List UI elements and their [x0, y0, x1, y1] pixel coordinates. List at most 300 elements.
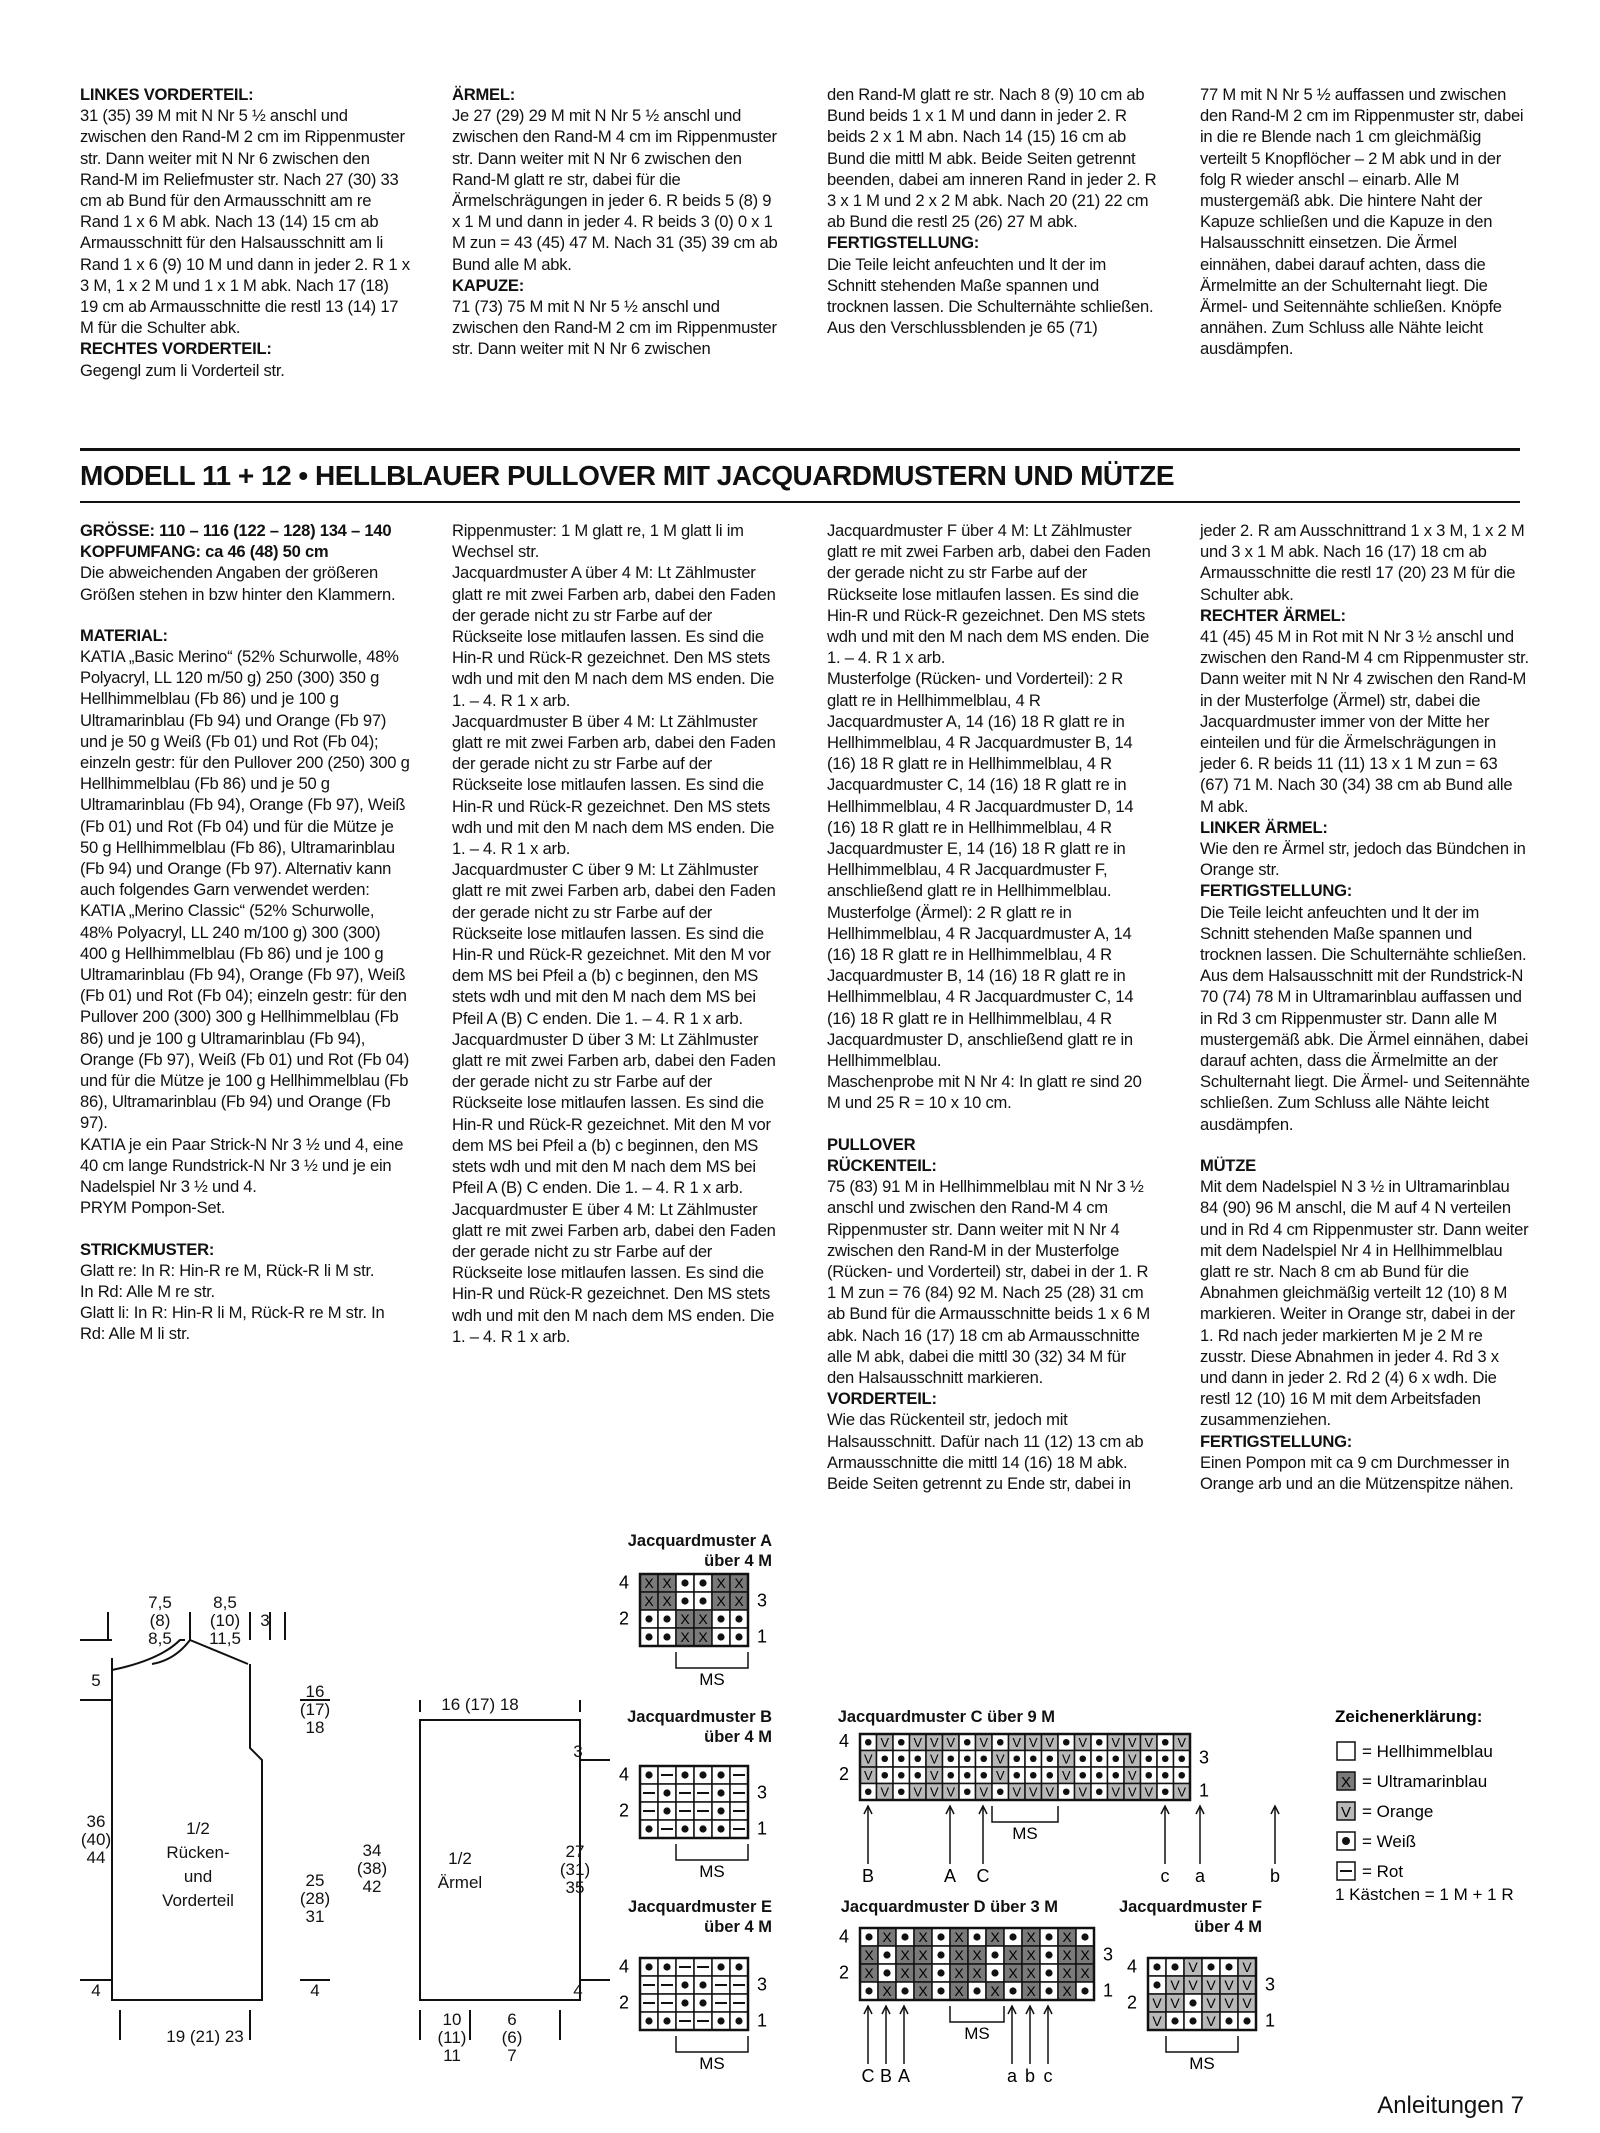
cell-symbol: V: [1127, 1734, 1137, 1750]
cell-symbol: X: [1062, 1965, 1072, 1982]
row-number: 3: [756, 1974, 768, 1995]
row-number: 4: [1126, 1956, 1138, 1977]
dot-symbol: [937, 1933, 944, 1940]
dot-symbol: [964, 1788, 971, 1795]
paragraph: Die Teile leicht anfeuchten und lt der im Schnitt stehenden Maße spannen und trocknen lassen. Die Schulternähte schließen. Aus dem Halsausschnitt mit der Rundstrick-N 70 (74) 78 M in Ultramarinblau auffassen und in Rd 3 cm Rippenmuster str. Dann alle M mustergemäß abk. Die Ärmel einnähen, dabei darauf achten, dass die Ärmelmitte an der Schulternaht liegt. Die Ärmel- und Seitennähte schließen. Zum Schluss alle Nähte leicht ausdämpfen.: [1200, 902, 1530, 1134]
cell-symbol: X: [918, 1983, 928, 2000]
section-heading: FERTIGSTELLUNG:: [1200, 881, 1353, 901]
cell-symbol: V: [1242, 1977, 1252, 1994]
cell-symbol: V: [929, 1784, 939, 1800]
dot-symbol: [699, 1771, 706, 1778]
dot-symbol: [1013, 1755, 1020, 1762]
paragraph: Musterfolge (Ärmel): 2 R glatt re in Hellhimmelblau, 4 R Jacquardmuster A, 14 (16) 18 R glatt re in Hellhimmelblau, 4 R Jacquardmuster B, 14 (16) 18 R glatt re in Hellhimmelblau, 4 R Jacquardmuster C, 14 (16) 18 R glatt re in Hellhimmelblau, 4 R Jacquardmuster D, anschließend glatt re in Hellhimmelblau.: [827, 902, 1134, 1071]
row-number: 4: [618, 1956, 630, 1977]
paragraph: Jacquardmuster D über 3 M: Lt Zählmuster glatt re mit zwei Farben arb, dabei den Faden der gerade nicht zu str Farbe auf der Rückseite lose mitlaufen lassen. Es sind die Hin-R und Rück-R gezeichnet. Mit den M vor dem MS bei Pfeil a (b) c beginnen, den MS stets wdh und mit den M nach dem MS bei Pfeil A (B) C enden. Die 1. – 4. R 1 x arb.: [452, 1029, 776, 1198]
paragraph: Wie das Rückenteil str, jedoch mit Halsausschnitt. Dafür nach 11 (12) 13 cm ab Armausschnitte die mittl 14 (16) 18 M abk. Beide Seiten getrennt zu Ende str, dabei in: [827, 1410, 1144, 1493]
dot-symbol: [1063, 1788, 1070, 1795]
dot-symbol: [1171, 2017, 1178, 2024]
schem-w2-2: 11,5: [209, 1629, 241, 1648]
dot-symbol: [645, 2017, 652, 2024]
ms-label: MS: [964, 2024, 990, 2043]
row-number: 1: [1102, 1980, 1114, 2001]
dot-symbol: [735, 2017, 742, 2024]
schem-s3: 3: [573, 1742, 583, 1761]
dot-symbol: [681, 1825, 688, 1832]
legend-label: = Hellhimmelblau: [1362, 1742, 1493, 1761]
dot-symbol: [681, 1981, 688, 1988]
dot-symbol: [645, 1963, 652, 1970]
schem-w1-0: 7,5: [148, 1593, 172, 1612]
dot-symbol: [663, 1633, 670, 1640]
cell-symbol: V: [1028, 1734, 1038, 1750]
dot-symbol: [1046, 1755, 1053, 1762]
schem-w2-1: (10): [209, 1611, 241, 1630]
legend-swatch: [1337, 1742, 1355, 1760]
cell-symbol: V: [1206, 1977, 1216, 1994]
cell-symbol: V: [995, 1751, 1005, 1767]
dot-symbol: [991, 1951, 998, 1958]
dot-symbol: [681, 1579, 688, 1586]
schem-h16-2: 18: [305, 1718, 325, 1737]
dot-symbol: [699, 1597, 706, 1604]
cell-symbol: V: [946, 1734, 956, 1750]
arrow-label: c: [1160, 1866, 1170, 1886]
dot-symbol: [717, 1633, 724, 1640]
row-number: 4: [838, 1731, 850, 1752]
chart-a-grid: [619, 1572, 767, 1689]
dot-symbol: [1162, 1788, 1169, 1795]
dot-symbol: [1081, 1987, 1088, 1994]
chart-d-grid: [839, 1926, 1113, 2043]
dot-symbol: [645, 1825, 652, 1832]
dot-symbol: [1096, 1788, 1103, 1795]
dot-symbol: [947, 1772, 954, 1779]
cell-symbol: X: [954, 1983, 964, 2000]
dot-symbol: [717, 1615, 724, 1622]
cell-symbol: V: [1188, 1977, 1198, 1994]
schem-h34-2: 42: [362, 1877, 382, 1896]
cell-symbol: V: [1028, 1784, 1038, 1800]
schem-body-label-2: und: [183, 1867, 213, 1886]
chart-e-title-2: über 4 M: [704, 1918, 772, 1936]
schem-b4a: 4: [91, 1981, 101, 2000]
paragraph: Jacquardmuster C über 9 M: Lt Zählmuster glatt re mit zwei Farben arb, dabei den Faden der gerade nicht zu str Farbe auf der Rückseite lose mitlaufen lassen. Es sind die Hin-R und Rück-R gezeichnet. Mit den M vor dem MS bei Pfeil a (b) c beginnen, den MS stets wdh und mit den M nach dem MS bei Pfeil A (B) C enden. Die 1. – 4. R 1 x arb.: [452, 860, 776, 1028]
legend-symbol: X: [1340, 1774, 1352, 1791]
cell-symbol: X: [1026, 1947, 1036, 1964]
paragraph: Je 27 (29) 29 M mit N Nr 5 ½ anschl und zwischen den Rand-M 4 cm im Rippenmuster str. Dann weiter mit N Nr 6 zwischen den Rand-M glatt re str, dabei für die Ärmelschrägungen in jeder 6. R beids 5 (8) 9 x 1 M und dann in jeder 4. R beids 3 (0) 0 x 1 M zun = 43 (45) 47 M. Nach 31 (35) 39 cm ab Bund alle M abk.: [452, 106, 778, 274]
paragraph: den Rand-M glatt re str. Nach 8 (9) 10 cm ab Bund beids 1 x 1 M und dann in jeder 2. R beids 2 x 1 M abn. Nach 14 (15) 16 cm ab Bund die mittl M abk. Beide Seiten getrennt beenden, dabei am inneren Rand in jeder 2. R 3 x 1 M und 2 x 2 M abk. Nach 20 (21) 22 cm ab Bund die restl 25 (26) 27 M abk.: [827, 85, 1157, 232]
row-number: 2: [1126, 1992, 1138, 2013]
paragraph: KATIA „Merino Classic“ (52% Schurwolle, 48% Polyacryl, LL 240 m/100 g) 300 (300) 400 g Hellhimmelblau (Fb 86) und je 100 g Ultramarinblau (Fb 94), Orange (Fb 97), Weiß (Fb 01) und Rot (Fb 04); einzeln gestr: für den Pullover 200 (300) 300 g Hellhimmelblau (Fb 86) und je 100 g Ultramarinblau (Fb 94), Orange (Fb 97), Weiß (Fb 01) und Rot (Fb 04) und für die Mütze je 100 g Hellhimmelblau (Fb 86), Ultramarinblau (Fb 94) und Orange (Fb 97).: [80, 901, 409, 1133]
dot-symbol: [997, 1788, 1004, 1795]
schem-w1-2: 8,5: [148, 1629, 172, 1648]
schem-h25-0: 25: [305, 1871, 325, 1890]
dot-symbol: [663, 1963, 670, 1970]
cell-symbol: X: [662, 1575, 672, 1592]
ms-label: MS: [699, 2054, 725, 2073]
dot-symbol: [937, 1987, 944, 1994]
legend-label: = Rot: [1362, 1862, 1404, 1881]
cell-symbol: V: [929, 1751, 939, 1767]
ms-label: MS: [1189, 2054, 1215, 2073]
schem-h27-1: (31): [559, 1860, 591, 1879]
row-number: 3: [1264, 1974, 1276, 1995]
dot-symbol: [1030, 1755, 1037, 1762]
cell-symbol: V: [1127, 1784, 1137, 1800]
dot-symbol: [645, 1771, 652, 1778]
dot-symbol: [980, 1772, 987, 1779]
section-heading: FERTIGSTELLUNG:: [1200, 1431, 1353, 1451]
dot-symbol: [1112, 1772, 1119, 1779]
chart-c-title: Jacquardmuster C über 9 M: [837, 1708, 1055, 1726]
cell-symbol: V: [1012, 1784, 1022, 1800]
schem-h16-0: 16: [305, 1682, 325, 1701]
cell-symbol: X: [882, 1983, 892, 2000]
dot-symbol: [717, 1825, 724, 1832]
dot-symbol: [947, 1755, 954, 1762]
schem-sb1-0: 10: [442, 2010, 462, 2029]
cell-symbol: V: [913, 1734, 923, 1750]
cell-symbol: X: [716, 1593, 726, 1610]
ms-bracket: [1166, 2036, 1238, 2052]
section-heading: ÄRMEL:: [452, 85, 516, 104]
row-number: 1: [1264, 2010, 1276, 2031]
dot-symbol: [1162, 1772, 1169, 1779]
cell-symbol: X: [680, 1629, 690, 1646]
cell-symbol: X: [990, 1929, 1000, 1946]
cell-symbol: V: [1061, 1767, 1071, 1783]
dot-symbol: [1189, 2017, 1196, 2024]
paragraph: Jacquardmuster B über 4 M: Lt Zählmuster glatt re mit zwei Farben arb, dabei den Faden der gerade nicht zu str Farbe auf der Rückseite lose mitlaufen lassen. Es sind die Hin-R und Rück-R gezeichnet. Den MS stets wdh und mit den M nach dem MS enden. Die 1. – 4. R 1 x arb.: [452, 711, 776, 859]
cell-symbol: V: [979, 1784, 989, 1800]
chart-e-title-1: Jacquardmuster E: [628, 1898, 772, 1916]
dot-symbol: [901, 1987, 908, 1994]
cell-symbol: V: [1127, 1767, 1137, 1783]
section-heading: MATERIAL:: [80, 625, 168, 645]
paragraph: Wie den re Ärmel str, jedoch das Bündchen in Orange str.: [1200, 839, 1526, 880]
cell-symbol: X: [644, 1575, 654, 1592]
dot-symbol: [1045, 1951, 1052, 1958]
schem-w3: 3: [260, 1611, 270, 1630]
chart-e-grid: [619, 1956, 767, 2073]
schem-h36-0: 36: [86, 1812, 106, 1831]
row-number: 4: [618, 1572, 630, 1593]
dot-symbol: [1081, 1933, 1088, 1940]
paragraph: Rippenmuster: 1 M glatt re, 1 M glatt li im Wechsel str.: [452, 521, 744, 562]
schem-h34-0: 34: [362, 1841, 382, 1860]
arrow-label: A: [897, 2066, 911, 2086]
cell-symbol: V: [1061, 1751, 1071, 1767]
row-number: 2: [618, 1992, 630, 2013]
row-number: 2: [618, 1800, 630, 1821]
dot-symbol: [898, 1772, 905, 1779]
dot-symbol: [1207, 1963, 1214, 1970]
dot-symbol: [1162, 1755, 1169, 1762]
row-number: 3: [756, 1782, 768, 1803]
ms-label: MS: [1012, 1824, 1038, 1843]
dot-symbol: [865, 1933, 872, 1940]
row-number: 2: [838, 1962, 850, 1983]
row-number: 4: [838, 1926, 850, 1947]
cell-symbol: V: [1078, 1784, 1088, 1800]
dot-symbol: [1178, 1755, 1185, 1762]
dot-symbol: [1171, 1963, 1178, 1970]
paragraph: Jacquardmuster F über 4 M: Lt Zählmuster glatt re mit zwei Farben arb, dabei den Faden der gerade nicht zu str Farbe auf der Rückseite lose mitlaufen lassen. Es sind die Hin-R und Rück-R gezeichnet. Den MS stets wdh und mit den M nach dem MS enden. Die 1. – 4. R 1 x arb.: [827, 521, 1151, 668]
cell-symbol: X: [918, 1929, 928, 1946]
dot-symbol: [699, 1825, 706, 1832]
chart-b-title-1: Jacquardmuster B: [627, 1708, 772, 1726]
schem-h16-1: (17): [299, 1700, 331, 1719]
cell-symbol: X: [1026, 1983, 1036, 2000]
dot-symbol: [865, 1987, 872, 1994]
cell-symbol: V: [1177, 1784, 1187, 1800]
arrow-label: A: [943, 1866, 957, 1886]
cell-symbol: X: [1062, 1929, 1072, 1946]
cell-symbol: V: [1111, 1734, 1121, 1750]
dot-symbol: [1079, 1755, 1086, 1762]
cell-symbol: X: [1062, 1947, 1072, 1964]
dot-symbol: [1045, 1933, 1052, 1940]
paragraph: jeder 2. R am Ausschnittrand 1 x 3 M, 1 x 2 M und 3 x 1 M abk. Nach 16 (17) 18 cm ab Armausschnitte die restl 17 (20) 23 M für die Schulter abk.: [1200, 521, 1525, 604]
cell-symbol: X: [716, 1575, 726, 1592]
section-heading: GRÖSSE: 110 – 116 (122 – 128) 134 – 140: [80, 521, 392, 540]
dot-symbol: [1112, 1755, 1119, 1762]
dot-symbol: [699, 1579, 706, 1586]
schem-body-label-0: 1/2: [186, 1819, 210, 1838]
cell-symbol: X: [954, 1929, 964, 1946]
legend-note: 1 Kästchen = 1 M + 1 R: [1335, 1885, 1514, 1904]
cell-symbol: X: [900, 1965, 910, 1982]
schem-body-label-3: Vorderteil: [162, 1891, 234, 1910]
dot-symbol: [735, 1963, 742, 1970]
cell-symbol: V: [1224, 1977, 1234, 1994]
row-number: 3: [1102, 1944, 1114, 1965]
section-heading: VORDERTEIL:: [827, 1389, 937, 1409]
ms-label: MS: [699, 1862, 725, 1881]
dot-symbol: [717, 1807, 724, 1814]
cell-symbol: X: [1080, 1965, 1090, 1982]
row-number: 1: [756, 1818, 768, 1839]
row-number: 4: [618, 1764, 630, 1785]
arrow-label: C: [976, 1866, 990, 1886]
legend-title: Zeichenerklärung:: [1335, 1707, 1483, 1726]
dot-symbol: [883, 1969, 890, 1976]
cell-symbol: X: [900, 1947, 910, 1964]
cell-symbol: V: [913, 1784, 923, 1800]
dot-symbol: [1189, 1999, 1196, 2006]
dot-symbol: [1342, 1837, 1350, 1845]
dot-symbol: [898, 1755, 905, 1762]
paragraph: Glatt re: In R: Hin-R re M, Rück-R li M str.: [80, 1260, 375, 1280]
cell-symbol: X: [954, 1947, 964, 1964]
schem-h25-1: (28): [299, 1889, 331, 1908]
chart-f-title-2: über 4 M: [1194, 1918, 1262, 1936]
dot-symbol: [1153, 1981, 1160, 1988]
ms-bracket: [950, 2006, 1004, 2022]
schem-bottom: 19 (21) 23: [166, 2027, 244, 2046]
dot-symbol: [1225, 1963, 1232, 1970]
dot-symbol: [898, 1739, 905, 1746]
paragraph: Gegengl zum li Vorderteil str.: [80, 360, 285, 380]
cell-symbol: V: [1188, 1959, 1198, 1976]
section-heading: PULLOVER: [827, 1134, 916, 1154]
dot-symbol: [645, 1633, 652, 1640]
legend-symbol: V: [1340, 1804, 1352, 1821]
dot-symbol: [1225, 2017, 1232, 2024]
dot-symbol: [735, 1633, 742, 1640]
page-footer: Anleitungen 7: [1377, 2092, 1524, 2119]
paragraph: Jacquardmuster E über 4 M: Lt Zählmuster glatt re mit zwei Farben arb, dabei den Faden der gerade nicht zu str Farbe auf der Rückseite lose mitlaufen lassen. Es sind die Hin-R und Rück-R gezeichnet. Den MS stets wdh und mit den M nach dem MS enden. Die 1. – 4. R 1 x arb.: [452, 1199, 776, 1346]
dot-symbol: [645, 1615, 652, 1622]
section-heading: FERTIGSTELLUNG:: [827, 233, 980, 253]
cell-symbol: X: [698, 1611, 708, 1628]
cell-symbol: X: [1008, 1965, 1018, 1982]
dot-symbol: [964, 1739, 971, 1746]
row-number: 2: [838, 1764, 850, 1785]
dot-symbol: [901, 1933, 908, 1940]
dot-symbol: [914, 1772, 921, 1779]
dot-symbol: [991, 1969, 998, 1976]
dot-symbol: [1009, 1987, 1016, 1994]
ms-bracket: [992, 1806, 1058, 1822]
dot-symbol: [883, 1951, 890, 1958]
dot-symbol: [964, 1772, 971, 1779]
arrow-label: a: [1006, 2066, 1018, 2086]
page-title: MODELL 11 + 12 • HELLBLAUER PULLOVER MIT JACQUARDMUSTERN UND MÜTZE: [80, 460, 1175, 491]
dot-symbol: [663, 1615, 670, 1622]
cell-symbol: V: [880, 1784, 890, 1800]
schem-sleeve-label-0: 1/2: [448, 1849, 472, 1868]
paragraph: In Rd: Alle M re str.: [80, 1281, 215, 1301]
dot-symbol: [1096, 1739, 1103, 1746]
legend-label: = Orange: [1362, 1802, 1434, 1821]
dot-symbol: [663, 1789, 670, 1796]
paragraph: Maschenprobe mit N Nr 4: In glatt re sind 20 M und 25 R = 10 x 10 cm.: [827, 1072, 1142, 1113]
cell-symbol: V: [995, 1767, 1005, 1783]
arrow-label: b: [1024, 2066, 1036, 2086]
dot-symbol: [1096, 1755, 1103, 1762]
dot-symbol: [1045, 1969, 1052, 1976]
schem-s4: 4: [573, 1981, 583, 2000]
schem-sb1-1: (11): [437, 2028, 467, 2047]
chart-b-title-2: über 4 M: [704, 1728, 772, 1746]
schem-w1-1: (8): [149, 1611, 171, 1630]
schem-sb2-0: 6: [507, 2010, 517, 2029]
dot-symbol: [717, 1771, 724, 1778]
chart-f-grid: [1127, 1956, 1275, 2073]
cell-symbol: V: [1242, 1995, 1252, 2012]
row-number: 1: [756, 2010, 768, 2031]
cell-symbol: V: [946, 1784, 956, 1800]
chart-a-title-2: über 4 M: [704, 1552, 772, 1570]
cell-symbol: V: [1206, 1995, 1216, 2012]
cell-symbol: V: [979, 1734, 989, 1750]
cell-symbol: V: [1206, 2013, 1216, 2030]
dot-symbol: [717, 1789, 724, 1796]
cell-symbol: V: [863, 1767, 873, 1783]
chart-d-title: Jacquardmuster D über 3 M: [840, 1898, 1058, 1916]
ms-bracket: [676, 1652, 748, 1668]
dot-symbol: [1013, 1772, 1020, 1779]
chart-f-title-1: Jacquardmuster F: [1118, 1898, 1262, 1916]
row-number: 2: [618, 1608, 630, 1629]
dot-symbol: [1096, 1772, 1103, 1779]
row-number: 1: [756, 1626, 768, 1647]
cell-symbol: X: [1026, 1929, 1036, 1946]
paragraph: Mit dem Nadelspiel N 3 ½ in Ultramarinblau 84 (90) 96 M anschl, die M auf 4 N verteilen und in Rd 4 cm Rippenmuster str. Dann weiter mit dem Nadelspiel Nr 4 in Hellhimmelblau glatt re str. Nach 8 cm ab Bund für die Abnahmen gleichmäßig verteilt 12 (10) 8 M markieren. Weiter in Orange str, dabei in der 1. Rd nach jeder markierten M je 2 M re zusstr. Diese Abnahmen in jeder 4. Rd 3 x und dann in jeder 2. Rd 2 (4) 6 x wdh. Die restl 12 (10) 16 M mit dem Arbeitsfaden zusammenziehen.: [1200, 1177, 1529, 1430]
cell-symbol: V: [880, 1734, 890, 1750]
cell-symbol: V: [1177, 1734, 1187, 1750]
dot-symbol: [881, 1772, 888, 1779]
row-number: 3: [756, 1590, 768, 1611]
schem-h27-2: 35: [565, 1878, 585, 1897]
schem-b4b: 4: [310, 1981, 320, 2000]
cell-symbol: X: [972, 1965, 982, 1982]
dot-symbol: [717, 1963, 724, 1970]
cell-symbol: V: [929, 1734, 939, 1750]
section-heading: RÜCKENTEIL:: [827, 1155, 937, 1175]
cell-symbol: X: [1026, 1965, 1036, 1982]
schem-h34-1: (38): [356, 1859, 388, 1878]
cell-symbol: X: [972, 1947, 982, 1964]
dot-symbol: [1046, 1772, 1053, 1779]
paragraph: Musterfolge (Rücken- und Vorderteil): 2 R glatt re in Hellhimmelblau, 4 R Jacquardmuster A, 14 (16) 18 R glatt re in Hellhimmelblau, 4 R Jacquardmuster B, 14 (16) 18 R glatt re in Hellhimmelblau, 4 R Jacquardmuster C, 14 (16) 18 R glatt re in Hellhimmelblau, 4 R Jacquardmuster D, 14 (16) 18 R glatt re in Hellhimmelblau, 4 R Jacquardmuster E, 14 (16) 18 R glatt re in Hellhimmelblau, 4 R Jacquardmuster F, anschließend glatt re in Hellhimmelblau.: [827, 669, 1134, 901]
schem-sleeve-label-1: Ärmel: [437, 1873, 483, 1892]
dot-symbol: [1045, 1987, 1052, 1994]
arrow-label: B: [861, 1866, 875, 1886]
paragraph: 71 (73) 75 M mit N Nr 5 ½ anschl und zwischen den Rand-M 2 cm im Rippenmuster str. Dann weiter mit N Nr 6 zwischen: [452, 297, 777, 359]
schem-h25-2: 31: [305, 1907, 325, 1926]
cell-symbol: X: [662, 1593, 672, 1610]
dot-symbol: [973, 1987, 980, 1994]
dot-symbol: [717, 2017, 724, 2024]
section-heading: KOPFUMFANG: ca 46 (48) 50 cm: [80, 542, 329, 562]
dot-symbol: [973, 1933, 980, 1940]
schem-h27-0: 27: [565, 1842, 585, 1861]
arrow-label: c: [1043, 2066, 1053, 2086]
dot-symbol: [1145, 1772, 1152, 1779]
cell-symbol: V: [1045, 1784, 1055, 1800]
paragraph: KATIA „Basic Merino“ (52% Schurwolle, 48% Polyacryl, LL 120 m/50 g) 250 (300) 350 g Hellhimmelblau (Fb 86) und je 100 g Ultramarinblau (Fb 94) und Orange (Fb 97) und je 50 g Weiß (Fb 01) und Rot (Fb 04); einzeln gestr: für den Pullover 200 (250) 300 g Hellhimmelblau (Fb 86) und je 50 g Ultramarinblau (Fb 94), Orange (Fb 97), Weiß (Fb 01) und Rot (Fb 04) und für die Mütze je 50 g Hellhimmelblau (Fb 86), Ultramarinblau (Fb 94) und Orange (Fb 97). Alternativ kann auch folgendes Garn verwendet werden:: [80, 647, 410, 900]
ms-label: MS: [699, 1670, 725, 1689]
dot-symbol: [681, 1771, 688, 1778]
dot-symbol: [1063, 1739, 1070, 1746]
cell-symbol: V: [1242, 1959, 1252, 1976]
paragraph: 77 M mit N Nr 5 ½ auffassen und zwischen den Rand-M 2 cm im Rippenmuster str, dabei in die re Blende nach 1 cm gleichmäßig verteilt 5 Knopflöcher – 2 M abk und in der folg R wieder anschl – einarb. Alle M mustergemäß abk. Die hintere Naht der Kapuze schließen und die Kapuze in den Halsausschnitt einsetzen. Die Ärmel einnähen, dabei darauf achten, dass die Ärmelmitte an der Schulternaht liegt. Die Ärmel- und Seitennähte schließen. Knöpfe annähen. Zum Schluss alle Nähte leicht ausdämpfen.: [1200, 85, 1524, 359]
schem-w2-0: 8,5: [213, 1593, 237, 1612]
cell-symbol: X: [1062, 1983, 1072, 2000]
schem-h36-2: 44: [86, 1848, 106, 1867]
paragraph: 41 (45) 45 M in Rot mit N Nr 3 ½ anschl und zwischen den Rand-M 4 cm Rippenmuster str. Dann weiter mit N Nr 4 zwischen den Rand-M in der Musterfolge (Ärmel) str, dabei die Jacquardmuster immer von der Mitte her einteilen und für die Ärmelschrägungen in jeder 6. R beids 11 (11) 13 x 1 M zun = 63 (67) 71 M. Nach 30 (34) 38 cm ab Bund alle M abk.: [1200, 627, 1529, 816]
schem-sb2-1: (6): [501, 2028, 523, 2047]
dot-symbol: [937, 1951, 944, 1958]
dot-symbol: [881, 1755, 888, 1762]
section-heading: STRICKMUSTER:: [80, 1239, 215, 1259]
dot-symbol: [865, 1739, 872, 1746]
schem-sb2-2: 7: [507, 2046, 517, 2065]
paragraph: Die abweichenden Angaben der größeren Größen stehen in bzw hinter den Klammern.: [80, 563, 396, 604]
cell-symbol: V: [1170, 1995, 1180, 2012]
dot-symbol: [663, 2017, 670, 2024]
section-heading: KAPUZE:: [452, 275, 524, 295]
dot-symbol: [681, 1597, 688, 1604]
cell-symbol: X: [680, 1611, 690, 1628]
cell-symbol: X: [1008, 1947, 1018, 1964]
cell-symbol: V: [1224, 1995, 1234, 2012]
paragraph: 75 (83) 91 M in Hellhimmelblau mit N Nr 3 ½ anschl und zwischen den Rand-M 4 cm Rippenmuster str. Dann weiter mit N Nr 4 zwischen den Rand-M in der Musterfolge (Rücken- und Vorderteil) str, dabei in der 1. R 1 M zun = 76 (84) 92 M. Nach 25 (28) 31 cm ab Bund für die Armausschnitte beids 1 x 6 M abk. Nach 16 (17) 18 cm ab Armausschnitte alle M abk, dabei die mittl 30 (32) 34 M für den Halsausschnitt markieren.: [827, 1177, 1150, 1387]
dot-symbol: [1162, 1739, 1169, 1746]
dot-symbol: [980, 1755, 987, 1762]
